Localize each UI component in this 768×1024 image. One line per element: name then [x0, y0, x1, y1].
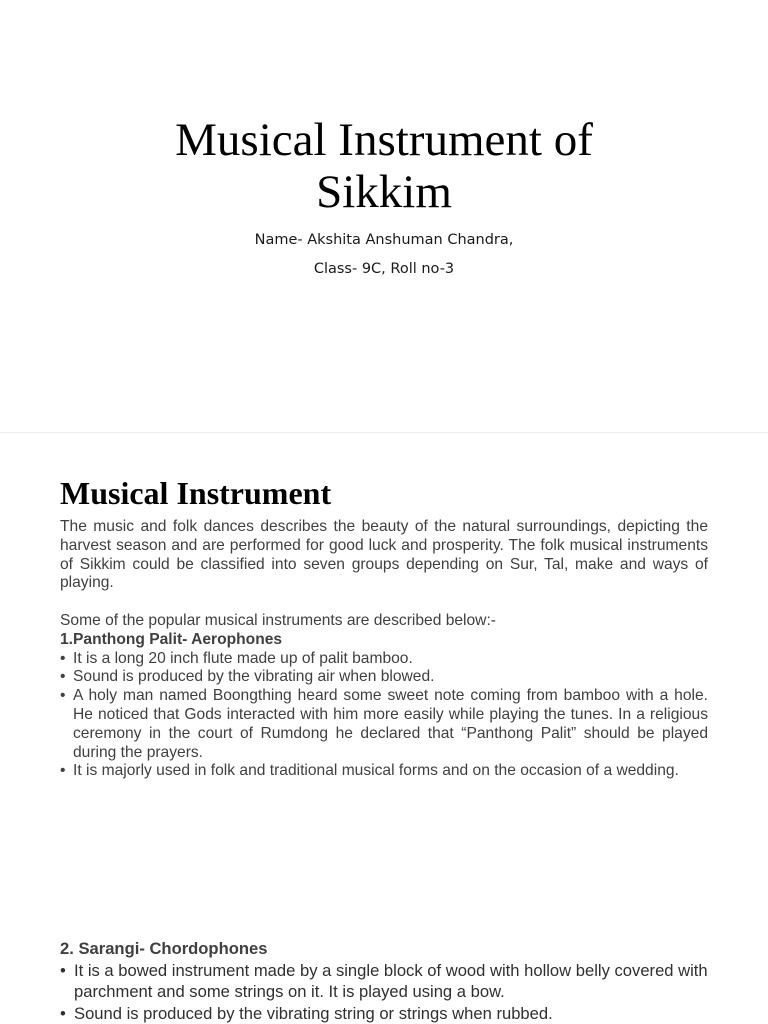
content-slide-2: [0, 872, 768, 1024]
title-line-1: Musical Instrument of: [175, 114, 593, 166]
slide-body: [60, 518, 708, 781]
list-item: [60, 960, 708, 1003]
slide-heading: Musical Instrument: [60, 475, 332, 511]
list-item-text: A holy man named Boongthing heard some sweet note coming from bamboo with a hole. He noticed that Gods interacted with him more easily while playing the tunes. In a religious ceremony in the court of Rumdong he declared that “Panthong Palit” should be played during the prayers.: [73, 687, 708, 761]
bullet-list: [60, 960, 708, 1024]
list-item: [60, 650, 708, 669]
intro-paragraph: The music and folk dances describes the beauty of the natural surroundings, depicting the harvest season and are performed for good luck and prosperity. The folk musical instruments of Sikkim could be classified into seven groups depending on Sur, Tal, make and ways of playing.: [60, 518, 708, 592]
list-item-text: It is a bowed instrument made by a single block of wood with hollow belly covered with parchment and some strings on it. It is played using a bow.: [74, 960, 708, 1001]
lead-paragraph: Some of the popular musical instruments are described below:-: [60, 611, 496, 629]
list-item: [60, 762, 708, 781]
title-slide: [0, 0, 768, 432]
bullet-icon: •: [60, 960, 66, 980]
list-item: [60, 668, 708, 687]
bullet-icon: •: [60, 649, 66, 667]
bullet-icon: •: [60, 668, 66, 686]
bullet-icon: •: [60, 687, 66, 705]
bullet-icon: •: [60, 1003, 66, 1023]
presentation-title: [60, 114, 708, 218]
author-name: Name- Akshita Anshuman Chandra,: [254, 232, 514, 248]
list-item-text: Sound is produced by the vibrating air when blowed.: [73, 668, 435, 686]
bullet-icon: •: [60, 762, 66, 780]
instrument-heading: 1.Panthong Palit- Aerophones: [60, 630, 283, 648]
bullet-list: [60, 650, 708, 782]
instrument-heading: 2. Sarangi- Chordophones: [60, 939, 268, 958]
slide-body: [60, 938, 708, 1024]
list-item: [60, 1003, 708, 1024]
list-item-text: It is majorly used in folk and traditional musical forms and on the occasion of a wedding.: [73, 762, 679, 780]
list-item-text: Sound is produced by the vibrating string or strings when rubbed.: [74, 1003, 553, 1023]
list-item-text: It is a long 20 inch flute made up of palit bamboo.: [73, 649, 413, 667]
title-line-2: Sikkim: [316, 166, 452, 218]
list-item: [60, 687, 708, 762]
class-roll: Class- 9C, Roll no-3: [313, 261, 455, 277]
content-slide-1: [0, 432, 768, 873]
